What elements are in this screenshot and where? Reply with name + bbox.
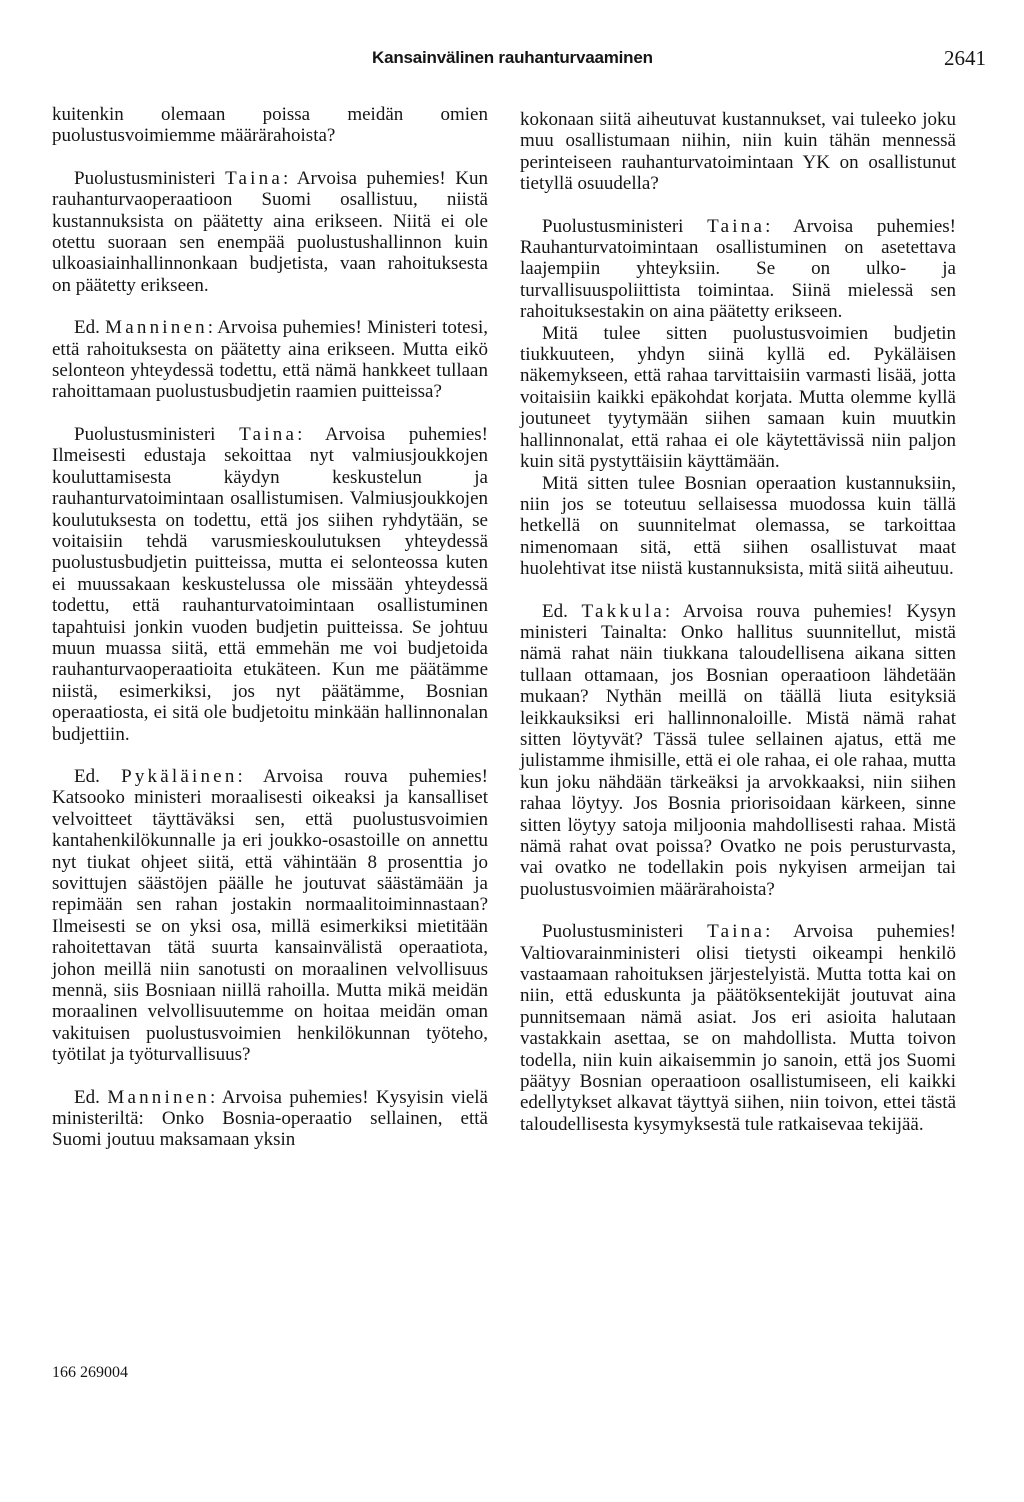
speech-paragraph bbox=[52, 168, 488, 296]
speech-paragraph bbox=[52, 1087, 488, 1151]
page-number: 2641 bbox=[944, 46, 986, 70]
speaker-name: Taina bbox=[707, 215, 766, 237]
footer-code: 166 269004 bbox=[52, 1364, 128, 1381]
speech-text: : Arvoisa puhemies! Valtiovarainministeri olisi tietysti oikeampi henkilö vastaamaan rahoituksen järjestelyistä. Mutta totta kai on niin, että eduskunta ja päätöksentekijät joutuvat aina punnitsemaan nämä asiat. Jos eri asioita halutaan vastakkain asettaa, se on mahdollista. Mutta toivon todella, niin kuin aikaisemmin jo sanoin, että jos Suomi päätyy Bosnian operaatioon osallistumiseen, eli kaikki edellytykset alkavat täyttyä siihen, niin toivon, ettei tästä taloudellisesta kysymyksestä tule ratkaisevaa tekijää. bbox=[520, 921, 956, 1135]
speech-text: : Arvoisa puhemies! Kun rauhanturvaoperaatioon Suomi osallistuu, niistä kustannuksista on päätetty aina erikseen. Niitä ei ole otettu suoraan sen enempää puolustushallinnon kuin ulkoasiainhallinnonkaan budjetista, vaan rahoituksesta on päätetty erikseen. bbox=[52, 167, 488, 296]
running-header bbox=[0, 44, 1024, 74]
speaker-title: Puolustusministeri bbox=[74, 423, 216, 445]
speech-paragraph bbox=[520, 601, 956, 901]
header-title: Kansainvälinen rauhanturvaaminen bbox=[372, 48, 653, 67]
speech-text: : Arvoisa rouva puhemies! Kysyn ministeri Tainalta: Onko hallitus suunnitellut, mistä nämä rahat näin tiukkana taloudellisena aikana sitten tullaan ottamaan, jos Bosnian operaatioon lähdetään mukaan? Nythän meillä on täällä liuta esityksiä leikkauksiksi eri hallinnonaloille. Mistä nämä rahat sitten löytyvät? Tässä tulee sellainen ajatus, että me julistamme ihmisille, että ei ole rahaa, ei ole rahaa, mutta kun joku nähdään tärkeäksi ja arvokkaaksi, niin siihen rahaa löytyy. Jos Bosnia priorisoidaan kärkeen, sinne sitten löytyy satoja miljoonia mahdollisesti rahaa. Mistä nämä rahat ovat poissa? Ovatko ne pois perusturvasta, vai ovatko ne todellakin pois nykyisen armeijan tai puolustusvoimien määrärahoista? bbox=[520, 600, 957, 900]
speaker-title: Ed. bbox=[74, 1086, 100, 1108]
speech-text: : Arvoisa puhemies! Ministeri totesi, että rahoituksesta on päätetty aina erikseen. Mutta eikö selonteon yhteydessä todettu, että nämä hankkeet tullaan rahoittamaan puolustusbudjetin raamien puitteissa? bbox=[52, 317, 489, 403]
speech-paragraph bbox=[52, 766, 488, 1066]
speech-paragraph bbox=[520, 216, 956, 323]
speaker-name: Takkula bbox=[581, 600, 665, 622]
speaker-name: Manninen bbox=[107, 1086, 210, 1108]
speaker-title: Puolustusministeri bbox=[542, 215, 684, 237]
left-column bbox=[52, 104, 488, 1151]
speech-text: : Arvoisa puhemies! Rauhanturvatoimintaan osallistuminen on asetettava laajempiin yhteyksiin. Se on ulko- ja turvallisuuspoliittista toimintaa. Siinä mielessä sen rahoituksestakin on aina päätetty erikseen. bbox=[520, 215, 956, 323]
right-column bbox=[520, 109, 956, 1135]
speaker-title: Ed. bbox=[74, 317, 100, 339]
paragraph: kuitenkin olemaan poissa meidän omien puolustusvoimiemme määrärahoista? bbox=[52, 104, 488, 147]
speech-paragraph bbox=[52, 424, 488, 745]
speaker-title: Puolustusministeri bbox=[74, 167, 216, 189]
paragraph: kokonaan siitä aiheutuvat kustannukset, vai tuleeko joku muu osallistumaan niihin, niin kuin tähän mennessä perinteiseen rauhanturvatoimintaan YK on osallistunut tietyllä osuudella? bbox=[520, 109, 956, 195]
speech-text: : Arvoisa rouva puhemies! Katsooko ministeri moraalisesti oikeaksi ja kansalliset velvoitteet täyttäväksi sen, että puolustusvoimien kantahenkilökunnalle ja eri joukko-osastoille on annettu nyt tiukat ohjeet siitä, että vähintään 8 prosenttia jo sovittujen säästöjen päälle he joutuvat säästämään ja repimään sen rahan jostakin normaalitoiminnastaan? Ilmeisesti se on yksi osa, millä esimerkiksi mietitään rahoitettavan tätä suurta kansainvälistä operaatiota, johon meillä niin sanotusti on moraalinen velvollisuus mennä, siis Bosniaan niillä rahoilla. Mutta mikä meidän moraalinen velvollisuutemme on hoitaa meidän oman vakituisen puolustusvoimien henkilökunnan työteho, työtilat ja työturvallisuus? bbox=[52, 765, 489, 1066]
speaker-name: Taina bbox=[225, 167, 283, 189]
speech-text: : Arvoisa puhemies! Ilmeisesti edustaja sekoittaa nyt valmiusjoukkojen kouluttamisesta käydyn keskustelun ja rauhanturvatoimintaan osallistumisen. Valmiusjoukkojen koulutuksesta on todettu, että jos siihen ryhdytään, se voitaisiin tehdä varusmieskoulutuksen yhteydessä puolustusbudjetin puitteissa, mutta ei selonteossa kuten ei muussakaan keskustelussa ole missään yhteydessä todettu, että rauhanturvatoimintaan osallistuminen tapahtuisi jonkin vuoden budjetin puitteissa. Se johtuu muun muassa siitä, että emmehän me voi budjetoida rauhanturvaoperaatioita etukäteen. Kun me päätämme niistä, esimerkiksi, jos nyt päätämme, Bosnian operaatiosta, ei sitä ole budjetoitu minkään hallinnonalan budjettiin. bbox=[52, 423, 488, 745]
speaker-title: Ed. bbox=[542, 600, 568, 622]
speaker-name: Taina bbox=[707, 921, 766, 943]
speech-text: : Arvoisa puhemies! Kysyisin vielä ministeriltä: Onko Bosnia-operaatio sellainen, että Suomi joutuu maksamaan yksin bbox=[52, 1086, 488, 1151]
speaker-title: Puolustusministeri bbox=[542, 921, 684, 943]
speaker-title: Ed. bbox=[74, 765, 100, 787]
paragraph: Mitä sitten tulee Bosnian operaation kustannuksiin, niin jos se toteutuu sellaisessa muodossa kuin tällä hetkellä on suunnitelmat olemassa, se tarkoittaa nimenomaan sitä, että siihen osallistuvat maat huolehtivat itse niistä kustannuksista, mitä siitä aiheutuu. bbox=[520, 472, 956, 580]
speaker-name: Pykäläinen bbox=[121, 765, 238, 787]
paragraph: Mitä tulee sitten puolustusvoimien budjetin tiukkuuteen, yhdyn siinä kyllä ed. Pykäläisen näkemykseen, että rahaa tarvittaisiin varmasti lisää, jotta voitaisiin kaikki epäkohdat korjata. Mutta olemme kyllä joutuneet tyytymään siihen samaan kuin muutkin hallinnonalat, että rahaa ei ole käytettävissä niin paljon kuin sitä pystyttäisiin käyttämään. bbox=[520, 322, 956, 473]
speech-paragraph bbox=[52, 317, 488, 403]
speaker-name: Manninen bbox=[105, 317, 208, 339]
speech-paragraph bbox=[520, 921, 956, 1135]
speaker-name: Taina bbox=[239, 423, 298, 445]
